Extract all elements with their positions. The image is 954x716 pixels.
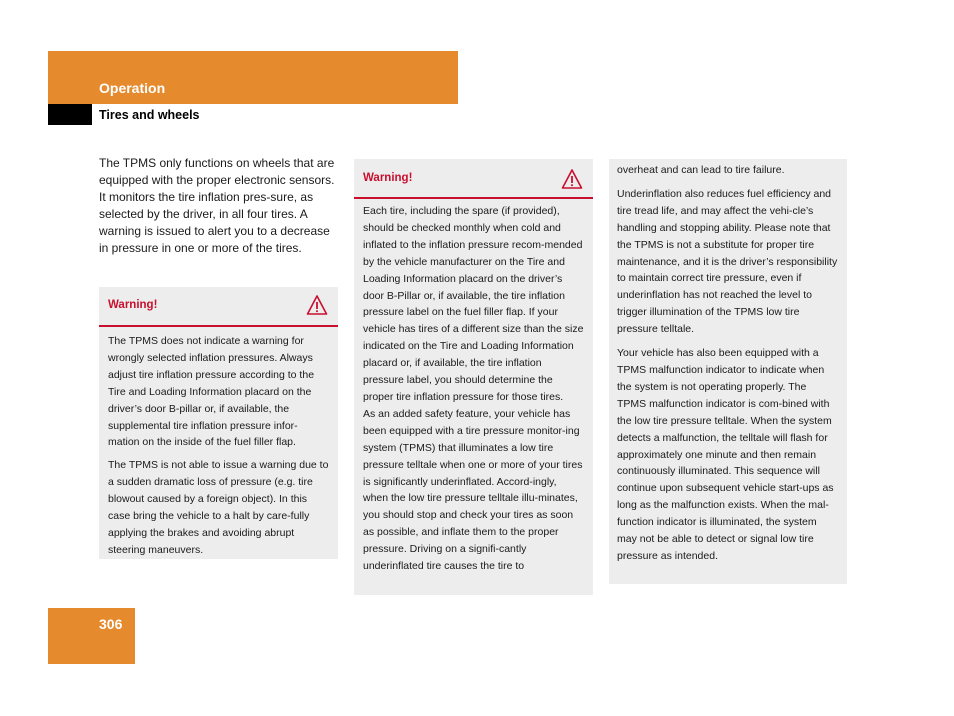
warning-paragraph: As an added safety feature, your vehicle has been equipped with a tire pressure monitor-ing system (TPMS) that illuminates a low tire pressure telltale when one or more of your tires is significantly underinflated. Accord-ingly, when the low tire pressure telltale illu-minates, you should stop and check your tires as soon as possible, and inflate them to the proper pressure. Driving on a signifi-cantly underinflated tire causes the tire to (363, 407, 583, 573)
body-paragraph: overheat and can lead to tire failure. (617, 164, 785, 176)
warning-title: Warning! (108, 299, 158, 311)
warning-box-1 (99, 287, 338, 559)
warning-header (354, 159, 593, 199)
warning-box-2 (354, 159, 593, 595)
subsection-title: Tires and wheels (99, 108, 200, 122)
continued-text-body (609, 159, 847, 565)
warning-title: Warning! (363, 172, 413, 184)
warning-triangle-icon (306, 294, 328, 316)
warning-body (99, 327, 338, 567)
section-header-bar (48, 51, 458, 104)
body-paragraph: Underinflation also reduces fuel efficiency and tire tread life, and may affect the vehi-cle’s handling and stopping ability. Please note that the TPMS is not a substitute for proper tire maintenance, and it is the driver’s responsibility to maintain correct tire pressure, even if underinflation has not reached the level to trigger illumination of the TPMS low tire pressure telltale. (617, 187, 838, 336)
warning-triangle-icon (561, 168, 583, 190)
warning-paragraph: The TPMS is not able to issue a warning due to a sudden dramatic loss of pressure (e.g. tire blowout caused by a foreign object). In this case bring the vehicle to a halt by care-fully applying the brakes and avoiding abrupt steering maneuvers. (108, 459, 329, 556)
section-title: Operation (99, 80, 166, 96)
warning-body (354, 199, 593, 583)
warning-paragraph: Each tire, including the spare (if provided), should be checked monthly when cold and inflated to the inflation pressure recom-mended by the vehicle manufacturer on the Tire and Loading Information placard on the driver’s door B-Pillar or, if available, the tire inflation pressure label on the fuel filler flap. If your vehicle has tires of a different size than the size indicated on the Tire and Loading Information placard or, if available, the tire inflation pressure label, you should determine the proper tire inflation pressure for those tires. (363, 205, 584, 403)
warning-header (99, 287, 338, 327)
subsection-marker (48, 104, 92, 125)
page-number: 306 (99, 616, 123, 632)
body-paragraph: Your vehicle has also been equipped with a TPMS malfunction indicator to indicate when the system is not operating properly. The TPMS malfunction indicator is com-bined with the low tire pressure telltale. When the system detects a malfunction, the telltale will flash for approximately one minute and then remain continuously illuminated. This sequence will continue upon subsequent vehicle start-ups as long as the malfunction exists. When the mal-function indicator is illuminated, the system may not be able to detect or signal low tire pressure as intended. (617, 347, 834, 562)
intro-paragraph: The TPMS only functions on wheels that are equipped with the proper electronic sensors. It monitors the tire inflation pres-sure, as selected by the driver, in all four tires. A warning is issued to alert you to a decrease in pressure in one or more of the tires. (99, 156, 335, 255)
continued-text-box (609, 159, 847, 584)
warning-paragraph: The TPMS does not indicate a warning for wrongly selected inflation pressures. Always adjust tire inflation pressure according to the Tire and Loading Information placard on the driver’s door B-pillar or, if available, the supplemental tire inflation pressure infor-mation on the inside of the fuel filler flap. (108, 335, 315, 449)
